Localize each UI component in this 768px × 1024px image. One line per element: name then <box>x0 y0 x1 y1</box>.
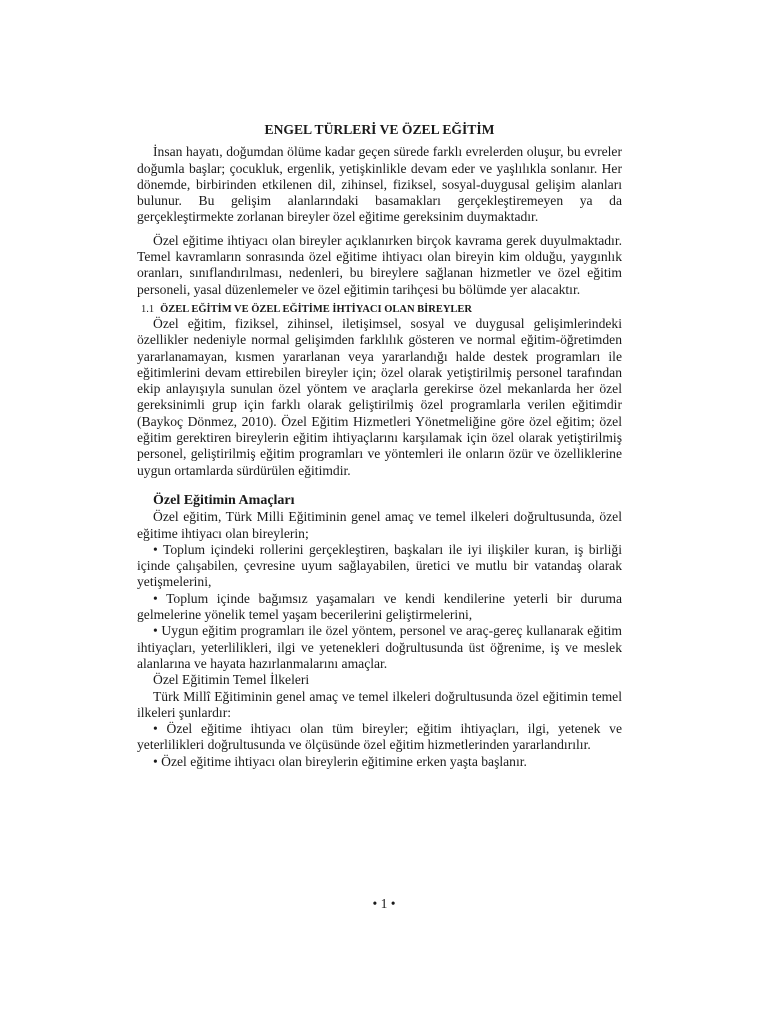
section-heading-1-1 <box>137 303 622 316</box>
section-title: ÖZEL EĞİTİM VE ÖZEL EĞİTİME İHTİYACI OLAN BİREYLER <box>160 303 473 315</box>
aims-bullet-2: • Toplum içinde bağımsız yaşamaları ve kendi kendilerine yeterli bir duruma gelmelerine yönelik temel yaşam becerilerini geliştirmelerini, <box>137 590 622 623</box>
page-number: • 1 • <box>372 896 396 911</box>
principles-intro: Türk Millî Eğitiminin genel amaç ve temel ilkeleri doğrultusunda özel eğitimin temel ilkeleri şunlardır: <box>137 688 622 720</box>
section-1-1-paragraph: Özel eğitim, fiziksel, zihinsel, iletişimsel, sosyal ve duygusal gelişimlerindeki özellikler nedeniyle normal gelişimden farklılık gösteren ve normal eğitim-öğretimden yararlanamayan, kısmen yararlanan veya yararlandığı halde destek programları ile eğitimlerini devam ettirebilen bireyler için; özel olarak yetiştirilmiş personel tarafından ekip anlayışıyla sunulan özel yöntem ve araçlarla gerekirse özel mekanlarda her özel gereksinimli grup için farklı olarak geliştirilmiş özel programlarla verilen eğitimdir (Baykoç Dönmez, 2010). Özel Eğitim Hizmetleri Yönetmeliğine göre özel eğitim; özel eğitim gerektiren bireylerin eğitim ihtiyaçlarını karşılamak için özel olarak yetiştirilmiş personel, geliştirilmiş eğitim programları ve yöntemleri ile onların özür ve özelliklerine uygun ortamlarda sürdürülen eğitimdir. <box>137 315 622 478</box>
aims-bullet-3: • Uygun eğitim programları ile özel yöntem, personel ve araç-gereç kullanarak eğitim ihtiyaçları, yeterlilikleri, ilgi ve yetenekleri doğrultusunda üst öğrenime, iş ve meslek alanlarına ve hayata hazırlanmalarını amaçlar. <box>137 623 622 671</box>
principles-heading: Özel Eğitimin Temel İlkeleri <box>153 672 310 688</box>
intro-paragraph-1: İnsan hayatı, doğumdan ölüme kadar geçen sürede farklı evrelerden oluşur, bu evreler doğumla başlar; çocukluk, ergenlik, yetişkinlikle devam eder ve yaşlılıkla sonlanır. Her dönemde, birbirinden etkilenen dil, zihinsel, fiziksel, sosyal-duygusal gelişim alanları bulunur. Bu gelişim alanlarındaki basamakları gerçekleştiremeyen ya da gerçekleştirmekte zorlanan bireyler özel eğitime gereksinim duymaktadır. <box>137 144 622 225</box>
principles-bullet-1: • Özel eğitime ihtiyacı olan tüm bireyler; eğitim ihtiyaçları, ilgi, yetenek ve yeterlilikleri doğrultusunda ve ölçüsünde özel eğitim hizmetlerinden yararlandırılır. <box>137 721 622 753</box>
aims-bullet-1: • Toplum içindeki rollerini gerçekleştiren, başkaları ile iyi ilişkiler kuran, iş birliği içinde çalışabilen, çevresine uyum sağlayabilen, üretici ve mutlu bir vatandaş olarak yetişmelerini, <box>137 541 622 590</box>
section-number: 1.1 <box>141 303 155 315</box>
intro-paragraph-2: Özel eğitime ihtiyacı olan bireyler açıklanırken birçok kavrama gerek duyulmaktadır. Temel kavramların sonrasında özel eğitime ihtiyacı olan bireyin kim olduğu, yaygınlık oranları, sınıflandırılması, nedenleri, bu bireylere sağlanan hizmetler ve özel eğitim personeli, yasal düzenlemeler ve özel eğitimin tarihçesi bu bölümde yer alacaktır. <box>137 232 622 297</box>
principles-bullet-2: • Özel eğitime ihtiyacı olan bireylerin eğitimine erken yaşta başlanır. <box>153 753 527 769</box>
document-title: ENGEL TÜRLERİ VE ÖZEL EĞİTİM <box>264 122 495 137</box>
aims-heading: Özel Eğitimin Amaçları <box>153 492 295 508</box>
aims-intro: Özel eğitim, Türk Milli Eğitiminin genel amaç ve temel ilkeleri doğrultusunda, özel eğitime ihtiyacı olan bireylerin; <box>137 509 622 541</box>
